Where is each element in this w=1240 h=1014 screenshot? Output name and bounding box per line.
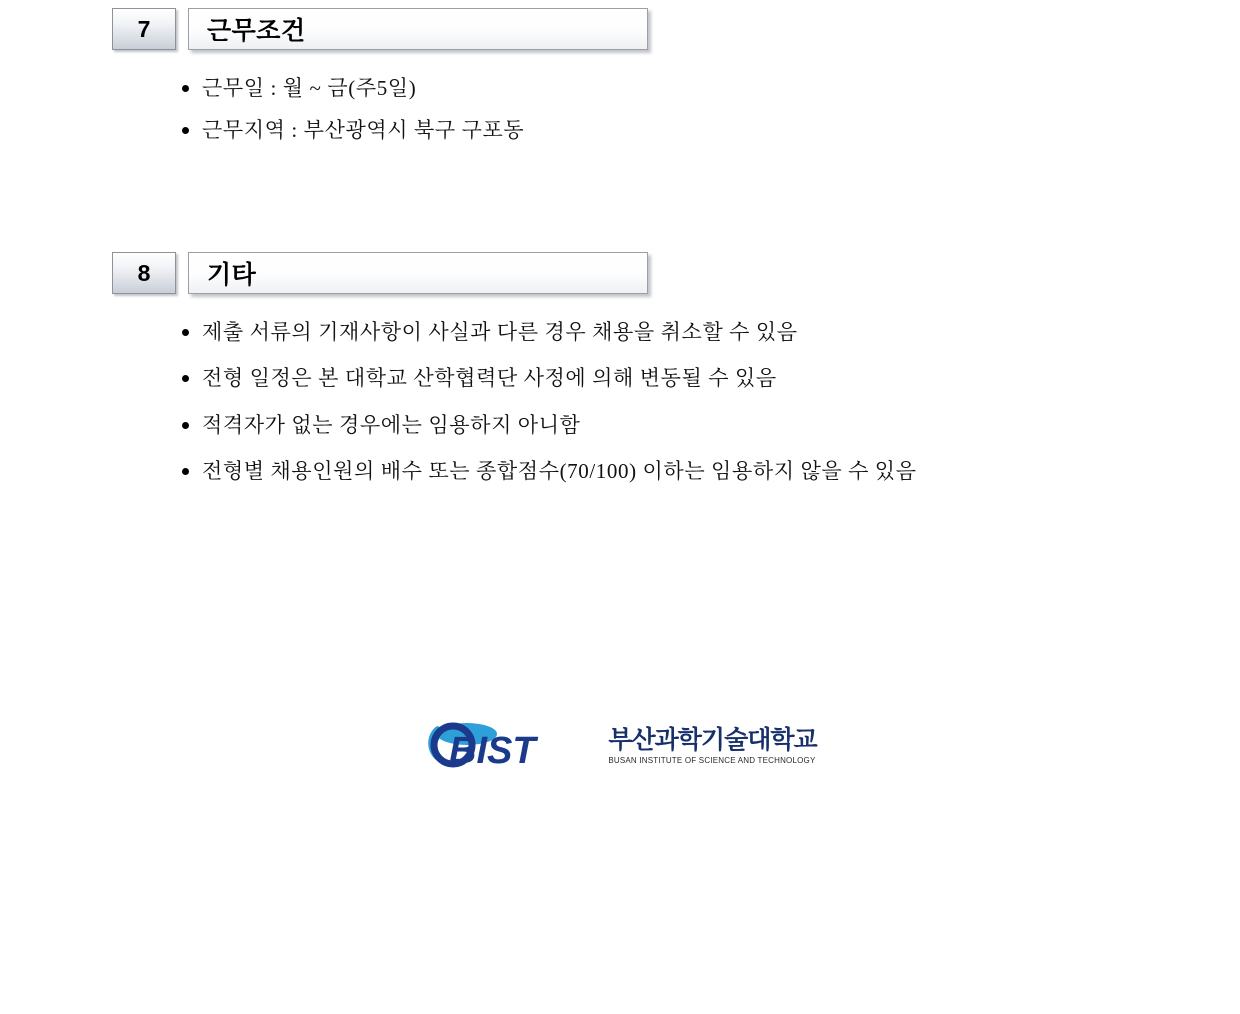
section-header — [112, 252, 1240, 296]
list-item: 전형 일정은 본 대학교 산학협력단 사정에 의해 변동될 수 있음 — [180, 364, 1240, 392]
section-body — [180, 318, 1240, 485]
section-header — [112, 8, 1240, 52]
section-number-badge: 8 — [112, 252, 176, 294]
section-title-box — [188, 252, 648, 294]
section-title: 기타 — [207, 261, 257, 289]
bist-logo-icon — [423, 718, 598, 774]
logo-inner — [423, 718, 816, 774]
section-title: 근무조건 — [207, 17, 306, 45]
list-item: 근무일 : 월 ~ 금(주5일) — [180, 74, 1240, 102]
svg-text:BIST: BIST — [449, 730, 536, 772]
list-item: 제출 서류의 기재사항이 사실과 다른 경우 채용을 취소할 수 있음 — [180, 318, 1240, 346]
section-title-box — [188, 8, 648, 50]
section-other — [0, 252, 1240, 503]
section-number-badge: 7 — [112, 8, 176, 50]
section-working-conditions — [0, 8, 1240, 159]
logo-name-en: BUSAN INSTITUTE OF SCIENCE AND TECHNOLOGY — [608, 755, 816, 765]
bullet-list — [180, 318, 1240, 485]
section-body — [180, 74, 1240, 145]
logo-text-block — [608, 725, 817, 765]
logo-name-kr: 부산과학기술대학교 — [608, 725, 817, 754]
bullet-list — [180, 74, 1240, 145]
list-item: 전형별 채용인원의 배수 또는 종합점수(70/100) 이하는 임용하지 않을 수 있음 — [180, 457, 1240, 485]
list-item: 적격자가 없는 경우에는 임용하지 아니함 — [180, 411, 1240, 439]
list-item: 근무지역 : 부산광역시 북구 구포동 — [180, 116, 1240, 144]
university-logo — [0, 718, 1240, 774]
